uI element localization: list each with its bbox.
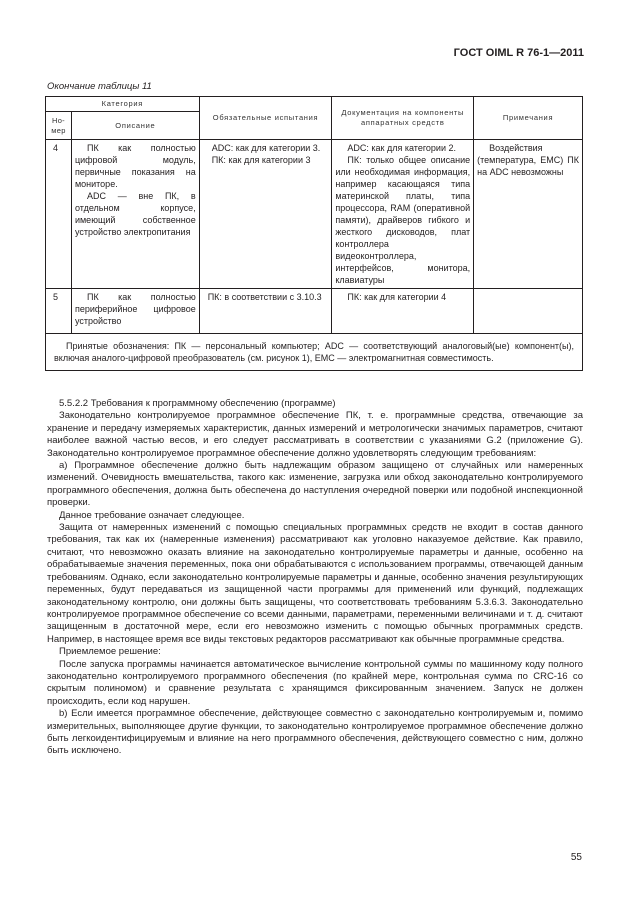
table-row [46,289,583,334]
paragraph: b) Если имеется программное обеспечение, действующее совместно с законодательно контролируемым и, помимо измерительных, выполняющее другие функции, то законодательно контролируемое программное обеспечение должно быть легкоидентифицируемым и влияние на него программного обеспечения, действующего совместно с ним, должно быть исключено. [47,708,583,757]
header-notes: Примечания [474,97,583,140]
row-number: 5 [46,289,72,334]
section-heading: 5.5.2.2 Требования к программному обеспечению (программе) [59,398,336,409]
paragraph: а) Программное обеспечение должно быть надлежащим образом защищено от случайных или намеренных изменений. Очевидность вмешательства, такого как: изменение, загрузка или обход законодательно контролируемого программного обеспечения, должна быть обеспечена до наступления очередной поверки или подобной инспекционной проверки. [47,460,583,509]
paragraph: Законодательно контролируемое программное обеспечение ПК, т. е. программные средства, отвечающие за хранение и передачу измеряемых характеристик, данных измерений и метрологически значимых параметров, считают наиболее важной частью весов, и его следует рассматривать в соответствии с указаниями G.2 (приложение G). Законодательно контролируемое программное обеспечение должно удовлетворять следующим требованиям: [47,410,583,459]
row-notes: Воздействия (температура, ЕМС) ПК на ADC невозможны [474,140,583,289]
paragraph: Приемлемое решение: [59,646,161,658]
row-number: 4 [46,140,72,289]
page-number: 55 [570,852,582,863]
row-description [71,140,199,289]
footnote-text: Принятые обозначения: ПК — персональный компьютер; ADC — соответствующий аналоговый(ые) компонент(ы), включая аналого-цифровой преобразователь (см. рисунок 1), EMC — электромагнитная совместимость. [54,341,574,363]
docs-part-1: ADC: как для категории 2. [347,143,456,153]
table-row [46,140,583,289]
paragraph: Защита от намеренных изменений с помощью специальных программных средств не входит в состав данного требования, так как их (намеренные изменения) рассматривают как уголовно наказуемое действие. Как правило, считают, что невозможно оказать влияние на законодательно контролируемые параметры и данные, особенно на обрабатываемые значения переменных, пока они обрабатываются с использованием программы, отвечающей данным требованиям. Однако, если законодательно контролируемые параметры и данные, особенно значения результирующих переменных, будут передаваться из защищенной части программы для применений или функций, подлежащих законодательному контролю, они должны быть защищены, что соответствовать требованиям 5.3.6.3. Законодательно контролируемое программное обеспечение со всеми данными, параметрами, переменными величинами и т. д. считают защищенным в достаточной мере, если его невозможно изменить с помощью обычных программных средств. Например, в настоящее время все виды текстовых редакторов рассматривают как обычные программные средства. [47,522,583,645]
row-tests: ПК: в соответствии с 3.10.3 [199,289,332,334]
table-11-continuation [45,96,583,371]
paragraph: После запуска программы начинается автоматическое вычисление контрольной суммы по машинному коду полного законодательно контролируемого программного обеспечения (по крайней мере, контрольная сумма по CRC-16 со скрытым полиномом) и сравнение результата с хранящимся фиксированным значением. Запуск не должен происходить, если код нарушен. [47,658,583,707]
docs-part-2: ПК: только общее описание или необходимая информация, например касающаяся типа материнской платы, типа процессора, RAM (оперативной памяти), драйверов гибкого и жесткого дисководов, плат контроллера видеоконтроллера, интерфейсов, монитора, клавиатуры [335,155,471,285]
row-docs [332,140,474,289]
header-docs: Документация на компоненты аппаратных средств [332,97,474,140]
row-notes [474,289,583,334]
row-tests: ADC: как для категории 3. ПК: как для категории 3 [199,140,332,289]
table-footnote [46,334,583,371]
row-description: ПК как полностью периферийное цифровое устройство [71,289,199,334]
table-caption: Окончание таблицы 11 [47,81,152,92]
header-number: Но- мер [46,112,72,140]
header-category: Категория [46,97,200,112]
header-description: Описание [71,112,199,140]
description-part-1: ПК как полностью цифровой модуль, первичные показания на мониторе. [74,143,196,189]
row-docs: ПК: как для категории 4 [332,289,474,334]
paragraph: Данное требование означает следующее. [59,509,245,521]
header-tests: Обязательные испытания [199,97,332,140]
body-text [47,398,583,758]
description-part-2: ADC — вне ПК, в отдельном корпусе, имеющий собственное устройство электропитания [74,191,196,237]
document-header: ГОСТ OIML R 76-1—2011 [453,47,584,59]
